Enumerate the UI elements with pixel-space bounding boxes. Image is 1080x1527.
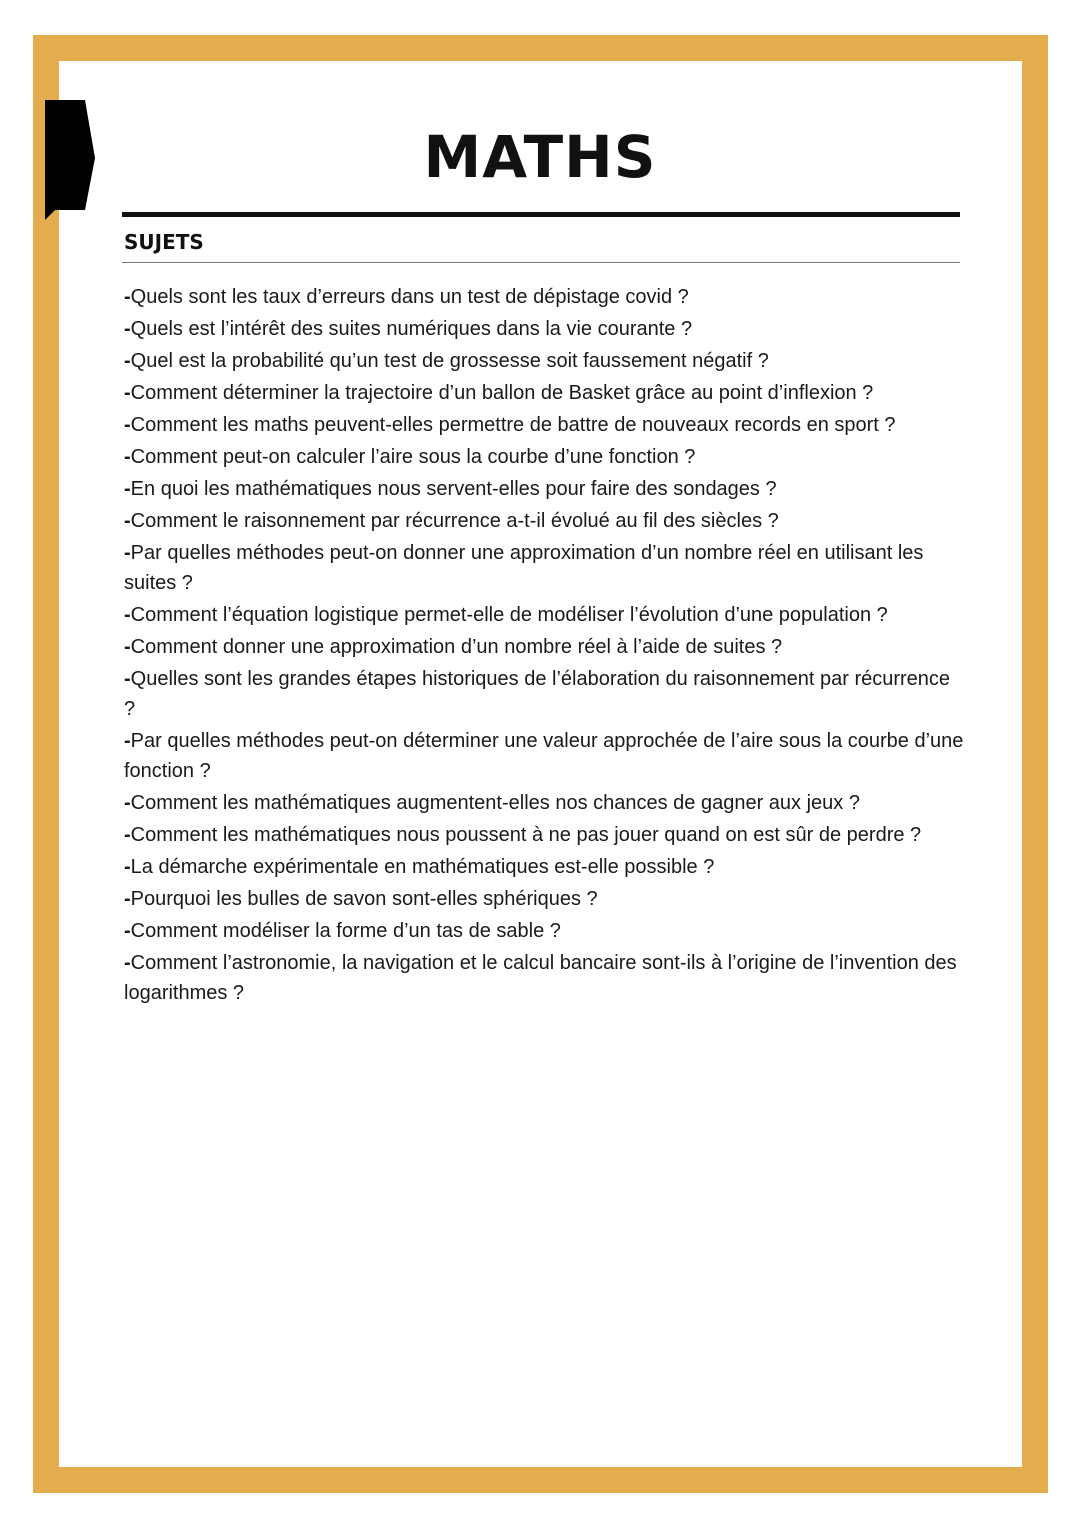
subject-item: -Comment modéliser la forme d’un tas de sable ? (124, 920, 561, 942)
subject-item: -Comment déterminer la trajectoire d’un ballon de Basket grâce au point d’inflexion ? (124, 382, 874, 404)
section-divider (122, 262, 960, 263)
subject-text: La démarche expérimentale en mathématiques est-elle possible ? (130, 856, 715, 878)
subject-item: -Quelles sont les grandes étapes historiques de l’élaboration du raisonnement par récurrence ? (124, 668, 951, 720)
subject-text: Comment les maths peuvent-elles permettre de battre de nouveaux records en sport ? (130, 414, 896, 436)
subject-item: -Par quelles méthodes peut-on donner une approximation d’un nombre réel en utilisant les suites ? (124, 542, 924, 594)
subject-item: -Comment peut-on calculer l’aire sous la courbe d’une fonction ? (124, 446, 696, 468)
subject-item: -Pourquoi les bulles de savon sont-elles sphériques ? (124, 888, 598, 910)
subject-item: -Comment donner une approximation d’un nombre réel à l’aide de suites ? (124, 636, 783, 658)
subject-item: -Comment les maths peuvent-elles permettre de battre de nouveaux records en sport ? (124, 414, 896, 436)
subject-item: -Quels sont les taux d’erreurs dans un test de dépistage covid ? (124, 286, 689, 308)
subject-text: Comment donner une approximation d’un nombre réel à l’aide de suites ? (130, 636, 783, 658)
subject-item: -Comment le raisonnement par récurrence a-t-il évolué au fil des siècles ? (124, 510, 779, 532)
subject-text: Comment modéliser la forme d’un tas de sable ? (130, 920, 561, 942)
subject-item: -Comment l’astronomie, la navigation et le calcul bancaire sont-ils à l’origine de l’invention des logarithmes ? (124, 952, 957, 1004)
subject-list (124, 282, 964, 1010)
subject-text: Comment l’astronomie, la navigation et le calcul bancaire sont-ils à l’origine de l’invention des logarithmes ? (124, 952, 957, 1004)
subject-text: Quels est l’intérêt des suites numériques dans la vie courante ? (130, 318, 693, 340)
subject-text: Pourquoi les bulles de savon sont-elles sphériques ? (130, 888, 598, 910)
title-divider (122, 212, 960, 217)
subject-item: -Comment les mathématiques nous poussent à ne pas jouer quand on est sûr de perdre ? (124, 824, 922, 846)
subject-text: Quel est la probabilité qu’un test de grossesse soit faussement négatif ? (130, 350, 769, 372)
section-heading: SUJETS (124, 230, 204, 254)
subject-text: Comment l’équation logistique permet-elle de modéliser l’évolution d’une population ? (130, 604, 888, 626)
subject-item: -Quels est l’intérêt des suites numériques dans la vie courante ? (124, 318, 693, 340)
subject-item: -Comment les mathématiques augmentent-elles nos chances de gagner aux jeux ? (124, 792, 860, 814)
subject-text: Par quelles méthodes peut-on déterminer une valeur approchée de l’aire sous la courbe d’une fonction ? (124, 730, 964, 782)
subject-text: Par quelles méthodes peut-on donner une approximation d’un nombre réel en utilisant les suites ? (124, 542, 924, 594)
subject-text: Comment les mathématiques augmentent-elles nos chances de gagner aux jeux ? (130, 792, 860, 814)
subject-text: Comment peut-on calculer l’aire sous la courbe d’une fonction ? (130, 446, 696, 468)
subject-item: -Comment l’équation logistique permet-elle de modéliser l’évolution d’une population ? (124, 604, 888, 626)
subject-item: -En quoi les mathématiques nous servent-elles pour faire des sondages ? (124, 478, 777, 500)
page-title: MATHS (423, 123, 657, 191)
subject-item: -Quel est la probabilité qu’un test de grossesse soit faussement négatif ? (124, 350, 769, 372)
subject-text: Comment déterminer la trajectoire d’un ballon de Basket grâce au point d’inflexion ? (130, 382, 874, 404)
subject-text: Quels sont les taux d’erreurs dans un test de dépistage covid ? (130, 286, 689, 308)
subject-text: En quoi les mathématiques nous servent-elles pour faire des sondages ? (130, 478, 777, 500)
subject-item: -Par quelles méthodes peut-on déterminer une valeur approchée de l’aire sous la courbe d’une fonction ? (124, 730, 964, 782)
subject-text: Comment les mathématiques nous poussent à ne pas jouer quand on est sûr de perdre ? (130, 824, 922, 846)
subject-text: Comment le raisonnement par récurrence a-t-il évolué au fil des siècles ? (130, 510, 779, 532)
subject-text: Quelles sont les grandes étapes historiques de l’élaboration du raisonnement par récurrence ? (124, 668, 951, 720)
subject-item: -La démarche expérimentale en mathématiques est-elle possible ? (124, 856, 715, 878)
